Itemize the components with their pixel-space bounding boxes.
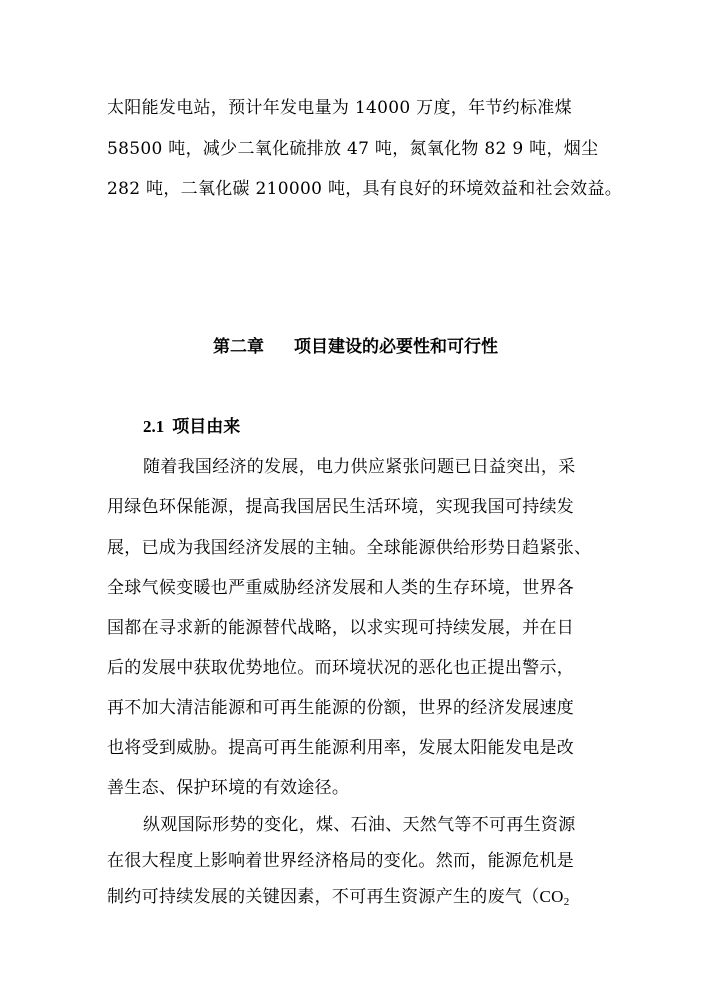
intro-line-2: 58500 吨，减少二氧化硫排放 47 吨，氮氧化物 82 9 吨，烟尘	[107, 139, 599, 159]
paragraph2-line-3	[107, 886, 570, 908]
paragraph2-line-1: 纵观国际形势的变化，煤、石油、天然气等不可再生资源	[143, 815, 576, 835]
co2-formula	[540, 887, 570, 906]
paragraph1-line-1: 随着我国经济的发展，电力供应紧张问题已日益突出，采	[143, 457, 576, 477]
section-title: 项目由来	[172, 417, 241, 437]
intro-line-3: 282 吨，二氧化碳 210000 吨，具有良好的环境效益和社会效益。	[107, 179, 623, 199]
chapter-heading	[213, 336, 498, 358]
chapter-title: 项目建设的必要性和可行性	[294, 337, 498, 357]
co2-formula-base: CO	[539, 887, 564, 906]
section-number: 2.1	[143, 417, 165, 436]
paragraph1-line-8: 也将受到威胁。提高可再生能源利用率，发展太阳能发电是改	[107, 738, 575, 758]
paragraph2-line-3-text: 制约可持续发展的关键因素，不可再生资源产生的废气（	[107, 887, 540, 907]
paragraph1-line-5: 国都在寻求新的能源替代战略，以求实现可持续发展，并在日	[107, 618, 575, 638]
paragraph1-line-4: 全球气候变暖也严重威胁经济发展和人类的生存环境，世界各	[107, 578, 575, 598]
section-heading	[143, 416, 240, 438]
paragraph2-line-2: 在很大程度上影响着世界经济格局的变化。然而，能源危机是	[107, 851, 575, 871]
co2-formula-subscript: 2	[563, 896, 570, 908]
chapter-number: 第二章	[213, 337, 264, 357]
paragraph1-line-2: 用绿色环保能源，提高我国居民生活环境，实现我国可持续发	[107, 497, 575, 517]
paragraph1-line-9: 善生态、保护环境的有效途径。	[107, 778, 350, 798]
paragraph1-line-7: 再不加大清洁能源和可再生能源的份额，世界的经济发展速度	[107, 698, 575, 718]
paragraph1-line-3: 展，已成为我国经济发展的主轴。全球能源供给形势日趋紧张、	[107, 538, 592, 558]
intro-line-1: 太阳能发电站，预计年发电量为 14000 万度，年节约标准煤	[107, 98, 572, 118]
paragraph1-line-6: 后的发展中获取优势地位。而环境状况的恶化也正提出警示，	[107, 658, 575, 678]
